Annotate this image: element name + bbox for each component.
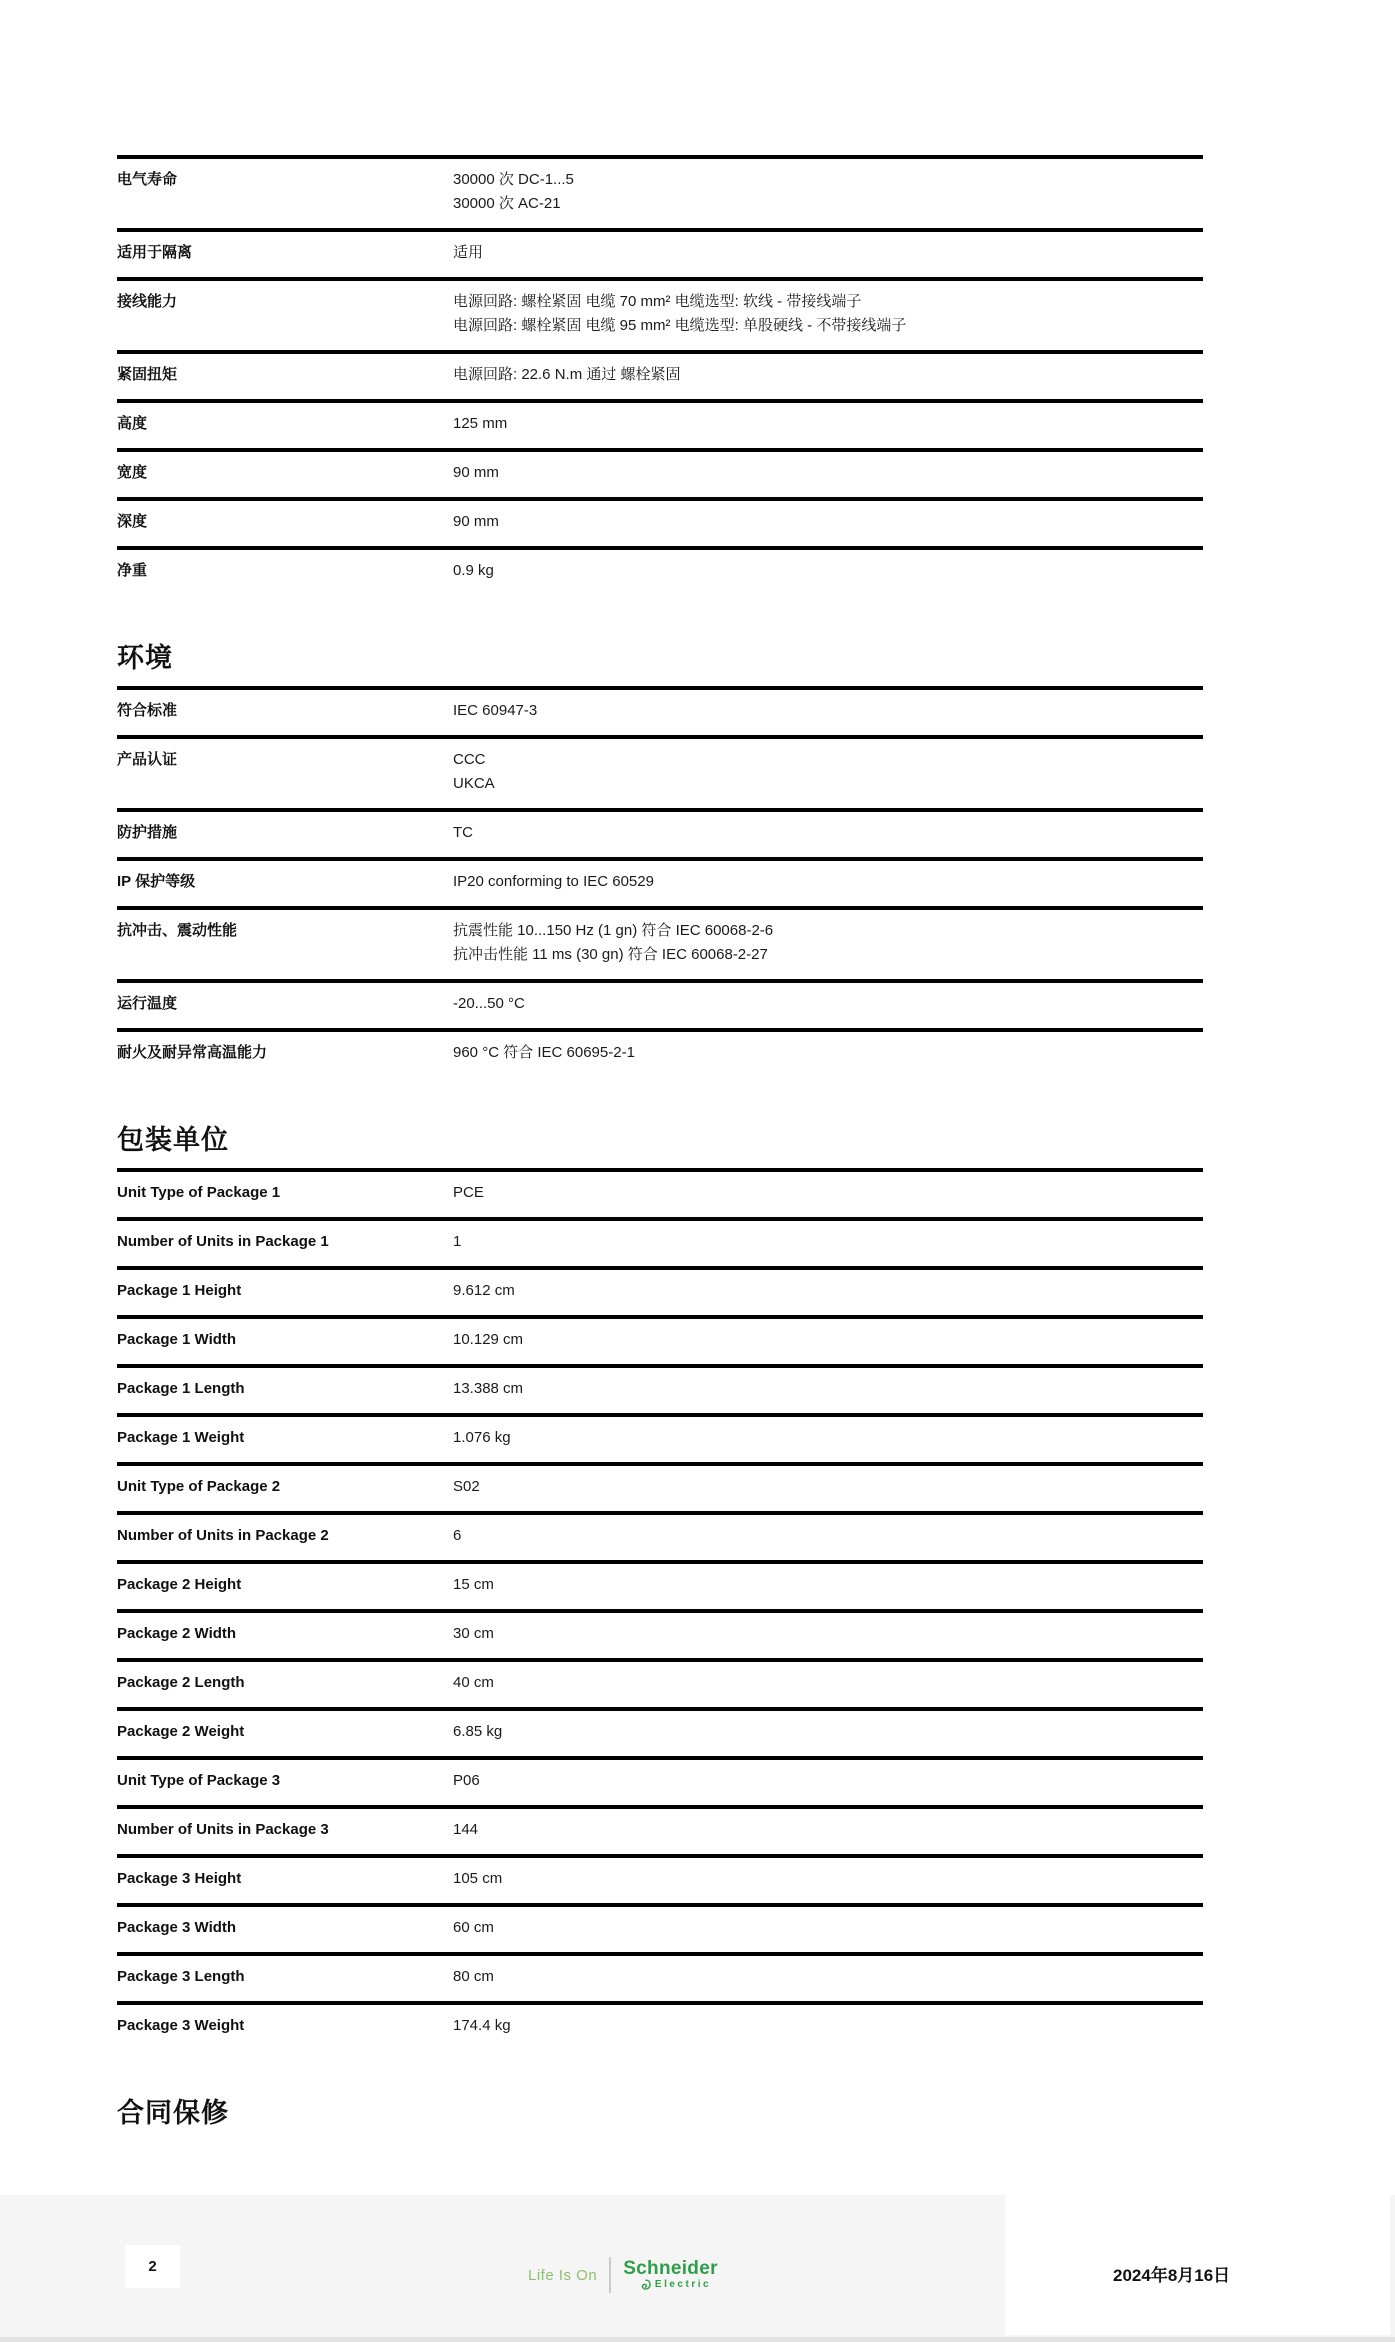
spec-row [117, 1805, 1203, 1854]
row-value [453, 1867, 1203, 1891]
spec-row [117, 546, 1203, 595]
page-number-box [125, 2245, 180, 2288]
row-value [453, 699, 1203, 723]
row-value [453, 821, 1203, 845]
spec-row [117, 686, 1203, 735]
row-label: Package 3 Weight [117, 2017, 245, 2034]
footer-date: 2024年8月16日 [1113, 2266, 1231, 2285]
row-value-line: 125 mm [453, 415, 508, 432]
row-label: Number of Units in Package 2 [117, 1527, 329, 1544]
spec-row [117, 1462, 1203, 1511]
row-label: Unit Type of Package 3 [117, 1772, 281, 1789]
row-value [453, 870, 1203, 894]
spec-row [117, 1609, 1203, 1658]
row-value-line: 适用 [453, 244, 484, 261]
row-label: 接线能力 [117, 293, 178, 310]
row-label: Package 2 Width [117, 1625, 237, 1642]
row-label: 高度 [117, 415, 148, 432]
page-number: 2 [148, 2258, 157, 2275]
row-label: Package 1 Width [117, 1331, 237, 1348]
row-value [453, 1377, 1203, 1401]
row-value [453, 1916, 1203, 1940]
row-label: Unit Type of Package 2 [117, 1478, 281, 1495]
row-label: Package 3 Height [117, 1870, 242, 1887]
row-value [453, 461, 1203, 485]
section-environment [117, 643, 1203, 1077]
row-value-line: PCE [453, 1184, 484, 1201]
section-packaging-units [117, 1125, 1203, 2050]
row-value [453, 2014, 1203, 2038]
schneider-logo [528, 2257, 718, 2293]
row-value-line: 90 mm [453, 464, 499, 481]
row-value-line: 60 cm [453, 1919, 494, 1936]
row-label: 运行温度 [117, 995, 178, 1012]
row-value-line: 6 [453, 1527, 462, 1544]
row-label: Package 3 Length [117, 1968, 245, 1985]
row-value [453, 1041, 1203, 1065]
row-label: 耐火及耐异常高温能力 [117, 1044, 268, 1061]
row-value-line: 1.076 kg [453, 1429, 511, 1446]
row-value-line: 电源回路: 螺栓紧固 电缆 70 mm² 电缆选型: 软线 - 带接线端子 [453, 293, 862, 310]
schneider-leaf-icon [640, 2279, 652, 2291]
spec-row [117, 808, 1203, 857]
section-title: 合同保修 [117, 2098, 229, 2128]
spec-row [117, 277, 1203, 350]
spec-row [117, 1658, 1203, 1707]
row-value [453, 1279, 1203, 1303]
specifications-continued [117, 155, 1203, 595]
row-label: 深度 [117, 513, 148, 530]
row-label: 符合标准 [117, 702, 178, 719]
spec-row [117, 1168, 1203, 1217]
spec-row [117, 448, 1203, 497]
logo-divider [609, 2257, 611, 2293]
row-value-line: 30000 次 AC-21 [453, 195, 561, 212]
row-label: 电气寿命 [117, 171, 178, 188]
schneider-wordmark-top: Schneider [623, 2257, 718, 2279]
spec-row [117, 2001, 1203, 2050]
spec-row [117, 497, 1203, 546]
row-value [453, 1475, 1203, 1499]
spec-row [117, 979, 1203, 1028]
row-label: Package 2 Weight [117, 1723, 245, 1740]
row-value-line: UKCA [453, 775, 495, 792]
row-value-line: 40 cm [453, 1674, 494, 1691]
spec-row [117, 1511, 1203, 1560]
row-label: 净重 [117, 562, 148, 579]
row-label: 产品认证 [117, 751, 178, 768]
spec-row [117, 1217, 1203, 1266]
row-value-line: 174.4 kg [453, 2017, 511, 2034]
spec-row [117, 350, 1203, 399]
spec-row [117, 1854, 1203, 1903]
row-value [453, 1671, 1203, 1695]
spec-row [117, 155, 1203, 228]
row-label: 紧固扭矩 [117, 366, 178, 383]
row-value-line: IP20 conforming to IEC 60529 [453, 873, 654, 890]
document-content [117, 155, 1203, 2141]
spec-row [117, 1028, 1203, 1077]
row-value-line: 1 [453, 1233, 462, 1250]
row-value [453, 1573, 1203, 1597]
spec-row [117, 1266, 1203, 1315]
row-value [453, 1622, 1203, 1646]
spec-table [117, 1168, 1203, 2050]
row-value [453, 748, 1203, 796]
row-value-line: 9.612 cm [453, 1282, 515, 1299]
spec-row [117, 1315, 1203, 1364]
row-value [453, 1965, 1203, 1989]
row-value-line: 80 cm [453, 1968, 494, 1985]
spec-row [117, 1903, 1203, 1952]
spec-row [117, 857, 1203, 906]
row-value-line: 抗冲击性能 11 ms (30 gn) 符合 IEC 60068-2-27 [453, 946, 768, 963]
row-label: Number of Units in Package 3 [117, 1821, 329, 1838]
spec-table [117, 155, 1203, 595]
row-value-line: 960 °C 符合 IEC 60695-2-1 [453, 1044, 635, 1061]
row-value-line: 10.129 cm [453, 1331, 524, 1348]
spec-row [117, 399, 1203, 448]
spec-row [117, 1560, 1203, 1609]
row-label: Package 2 Length [117, 1674, 245, 1691]
row-value [453, 1181, 1203, 1205]
row-value-line: 90 mm [453, 513, 499, 530]
row-value [453, 363, 1203, 387]
row-label: Package 3 Width [117, 1919, 237, 1936]
row-value-line: 抗震性能 10...150 Hz (1 gn) 符合 IEC 60068-2-6 [453, 922, 774, 939]
spec-row [117, 735, 1203, 808]
row-value-line: IEC 60947-3 [453, 702, 538, 719]
row-value [453, 412, 1203, 436]
row-label: 宽度 [117, 464, 148, 481]
row-value-line: 30000 次 DC-1...5 [453, 171, 574, 188]
schneider-electric-text: Electric [654, 2278, 712, 2290]
row-value-line: CCC [453, 751, 486, 768]
row-value [453, 992, 1203, 1016]
row-label: Package 1 Height [117, 1282, 242, 1299]
row-value-line: 105 cm [453, 1870, 503, 1887]
row-value-line: TC [453, 824, 473, 841]
row-value [453, 510, 1203, 534]
row-value [453, 168, 1203, 216]
row-value-line: 电源回路: 螺栓紧固 电缆 95 mm² 电缆选型: 单股硬线 - 不带接线端子 [453, 317, 907, 334]
spec-table [117, 686, 1203, 1077]
row-value [453, 1720, 1203, 1744]
row-value [453, 241, 1203, 265]
row-value-line: 13.388 cm [453, 1380, 524, 1397]
row-value-line: 144 [453, 1821, 479, 1838]
row-value-line: 15 cm [453, 1576, 494, 1593]
row-value [453, 1524, 1203, 1548]
row-value-line: 30 cm [453, 1625, 494, 1642]
section-title: 包装单位 [117, 1125, 229, 1155]
spec-row [117, 906, 1203, 979]
spec-row [117, 1756, 1203, 1805]
section-contractual-warranty [117, 2098, 1203, 2129]
row-value [453, 1818, 1203, 1842]
row-label: IP 保护等级 [117, 873, 196, 890]
row-label: 适用于隔离 [117, 244, 193, 261]
row-value-line: P06 [453, 1772, 480, 1789]
row-label: Package 2 Height [117, 1576, 242, 1593]
row-label: Unit Type of Package 1 [117, 1184, 281, 1201]
row-value-line: 电源回路: 22.6 N.m 通过 螺栓紧固 [453, 366, 681, 383]
row-value [453, 1769, 1203, 1793]
row-value [453, 1426, 1203, 1450]
life-is-on-tagline: Life Is On [528, 2266, 598, 2284]
row-label: 抗冲击、震动性能 [117, 922, 238, 939]
row-value-line: -20...50 °C [453, 995, 525, 1012]
schneider-wordmark-bottom [623, 2279, 718, 2291]
row-value [453, 1230, 1203, 1254]
page-footer [0, 2195, 1395, 2342]
row-value-line: 0.9 kg [453, 562, 494, 579]
row-label: Number of Units in Package 1 [117, 1233, 329, 1250]
row-label: 防护措施 [117, 824, 178, 841]
row-value-line: 6.85 kg [453, 1723, 503, 1740]
row-value [453, 290, 1203, 338]
row-value-line: S02 [453, 1478, 480, 1495]
row-value [453, 1328, 1203, 1352]
section-title: 环境 [117, 643, 173, 673]
row-label: Package 1 Length [117, 1380, 245, 1397]
spec-row [117, 1413, 1203, 1462]
spec-row [117, 1364, 1203, 1413]
spec-row [117, 228, 1203, 277]
spec-row [117, 1952, 1203, 2001]
row-label: Package 1 Weight [117, 1429, 245, 1446]
spec-row [117, 1707, 1203, 1756]
row-value [453, 559, 1203, 583]
row-value [453, 919, 1203, 967]
schneider-wordmark [623, 2257, 718, 2291]
